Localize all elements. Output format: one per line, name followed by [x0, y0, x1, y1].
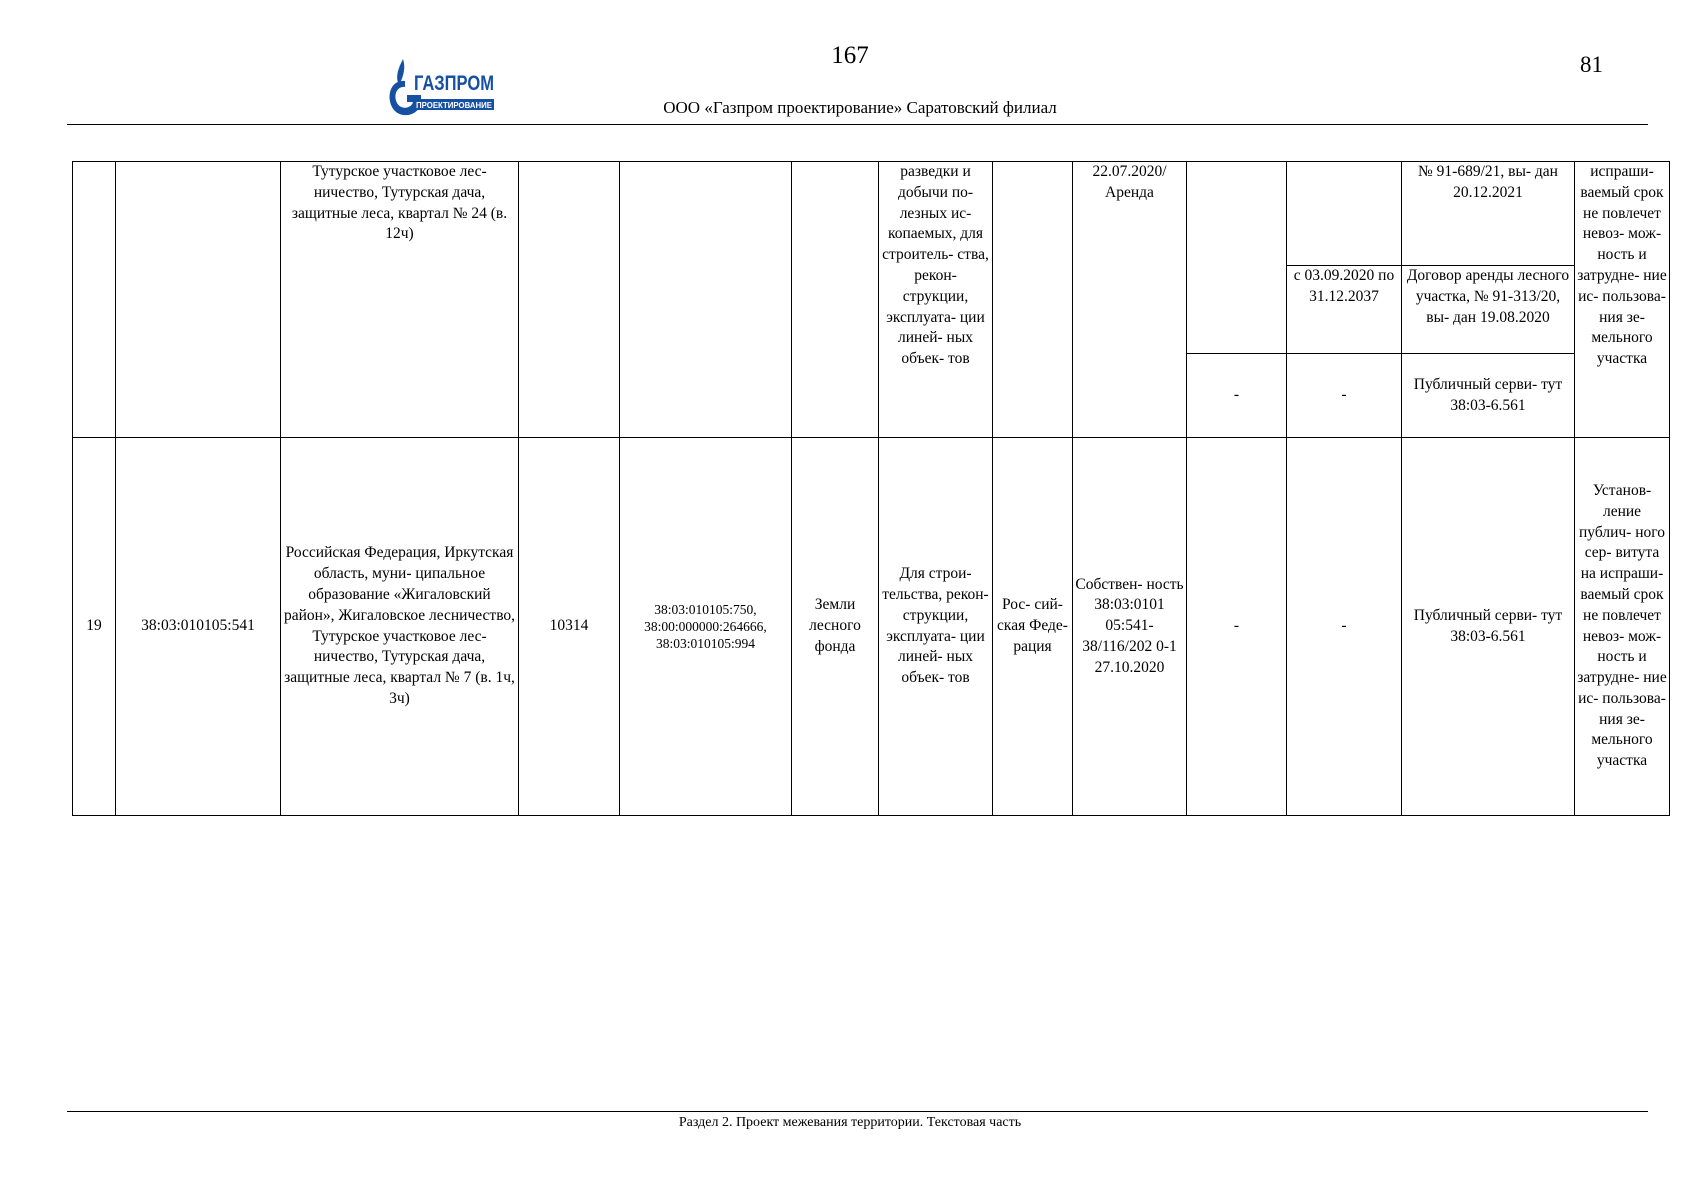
cell-encumbrance-doc: Договор аренды лесного участка, № 91-313/20, вы- дан 19.08.2020: [1402, 266, 1575, 354]
gazprom-logo: [385, 55, 497, 120]
table-row: [73, 438, 1670, 816]
cell-encumbrance-a: -: [1187, 354, 1287, 438]
sheet-number: 81: [1580, 52, 1603, 77]
cell-right: 22.07.2020/ Аренда: [1073, 162, 1187, 438]
cell-area: 10314: [519, 438, 620, 816]
cell-encumbrance-b: [1287, 162, 1402, 266]
cell-justification: Установ- ление публич- ного сер- витута на испраши- ваемый срок не повлечет невоз- мож- ность и затрудне- ние ис- пользова- ния зе- мельного участка: [1575, 438, 1670, 816]
cell-location: Тутурское участковое лес- ничество, Тутурская дача, защитные леса, квартал № 24 (в. 12ч): [281, 162, 519, 438]
table-row: [73, 162, 1670, 266]
logo-brand-text: ГАЗПРОМ: [414, 72, 494, 95]
cell-purpose: разведки и добычи по- лезных ис- копаемых, для строитель- ства, рекон- струкции, эксплуата- ции линей- ных объек- тов: [879, 162, 993, 438]
cell-encumbrance-doc: Публичный серви- тут 38:03-6.561: [1402, 438, 1575, 816]
logo-sub-text: ПРОЕКТИРОВАНИЕ: [416, 101, 493, 110]
cell-included: 38:03:010105:750, 38:00:000000:264666, 38:03:010105:994: [620, 438, 792, 816]
header-divider: [67, 124, 1648, 125]
land-parcels-table: [72, 161, 1670, 816]
cell-area: [519, 162, 620, 438]
cell-encumbrance-b: -: [1287, 354, 1402, 438]
cell-location: Российская Федерация, Иркутская область, муни- ципальное образование «Жигаловский район», Жигаловское лесничество, Тутурское участковое лес- ничество, Тутурская дача, защитные леса, квартал № 7 (в. 1ч, 3ч): [281, 438, 519, 816]
cell-cadastral: 38:03:010105:541: [116, 438, 281, 816]
cell-num: 19: [73, 438, 116, 816]
cell-category: Земли лесного фонда: [792, 438, 879, 816]
cell-encumbrance-a: -: [1187, 438, 1287, 816]
footer-section-title: Раздел 2. Проект межевания территории. Текстовая часть: [678, 1115, 1022, 1130]
cell-encumbrance-doc: № 91-689/21, вы- дан 20.12.2021: [1402, 162, 1575, 266]
cell-purpose: Для строи- тельства, рекон- струкции, эксплуата- ции линей- ных объек- тов: [879, 438, 993, 816]
cell-right: Собствен- ность 38:03:0101 05:541- 38/116/202 0-1 27.10.2020: [1073, 438, 1187, 816]
organization-name: ООО «Газпром проектирование» Саратовский филиал: [663, 98, 1057, 117]
cell-encumbrance-a: [1187, 162, 1287, 354]
cell-encumbrance-b: -: [1287, 438, 1402, 816]
cell-cadastral: [116, 162, 281, 438]
cell-encumbrance-term: с 03.09.2020 по 31.12.2037: [1287, 266, 1402, 354]
cell-owner: Рос- сий- ская Феде- рация: [993, 438, 1073, 816]
cell-encumbrance-doc: Публичный серви- тут 38:03-6.561: [1402, 354, 1575, 438]
cell-owner: [993, 162, 1073, 438]
cell-category: [792, 162, 879, 438]
cell-justification: испраши- ваемый срок не повлечет невоз- мож- ность и затрудне- ние ис- пользова- ния зе- мельного участка: [1575, 162, 1670, 438]
cell-num: [73, 162, 116, 438]
footer-divider: [67, 1111, 1648, 1112]
cell-included: [620, 162, 792, 438]
page-number: 167: [831, 42, 869, 69]
